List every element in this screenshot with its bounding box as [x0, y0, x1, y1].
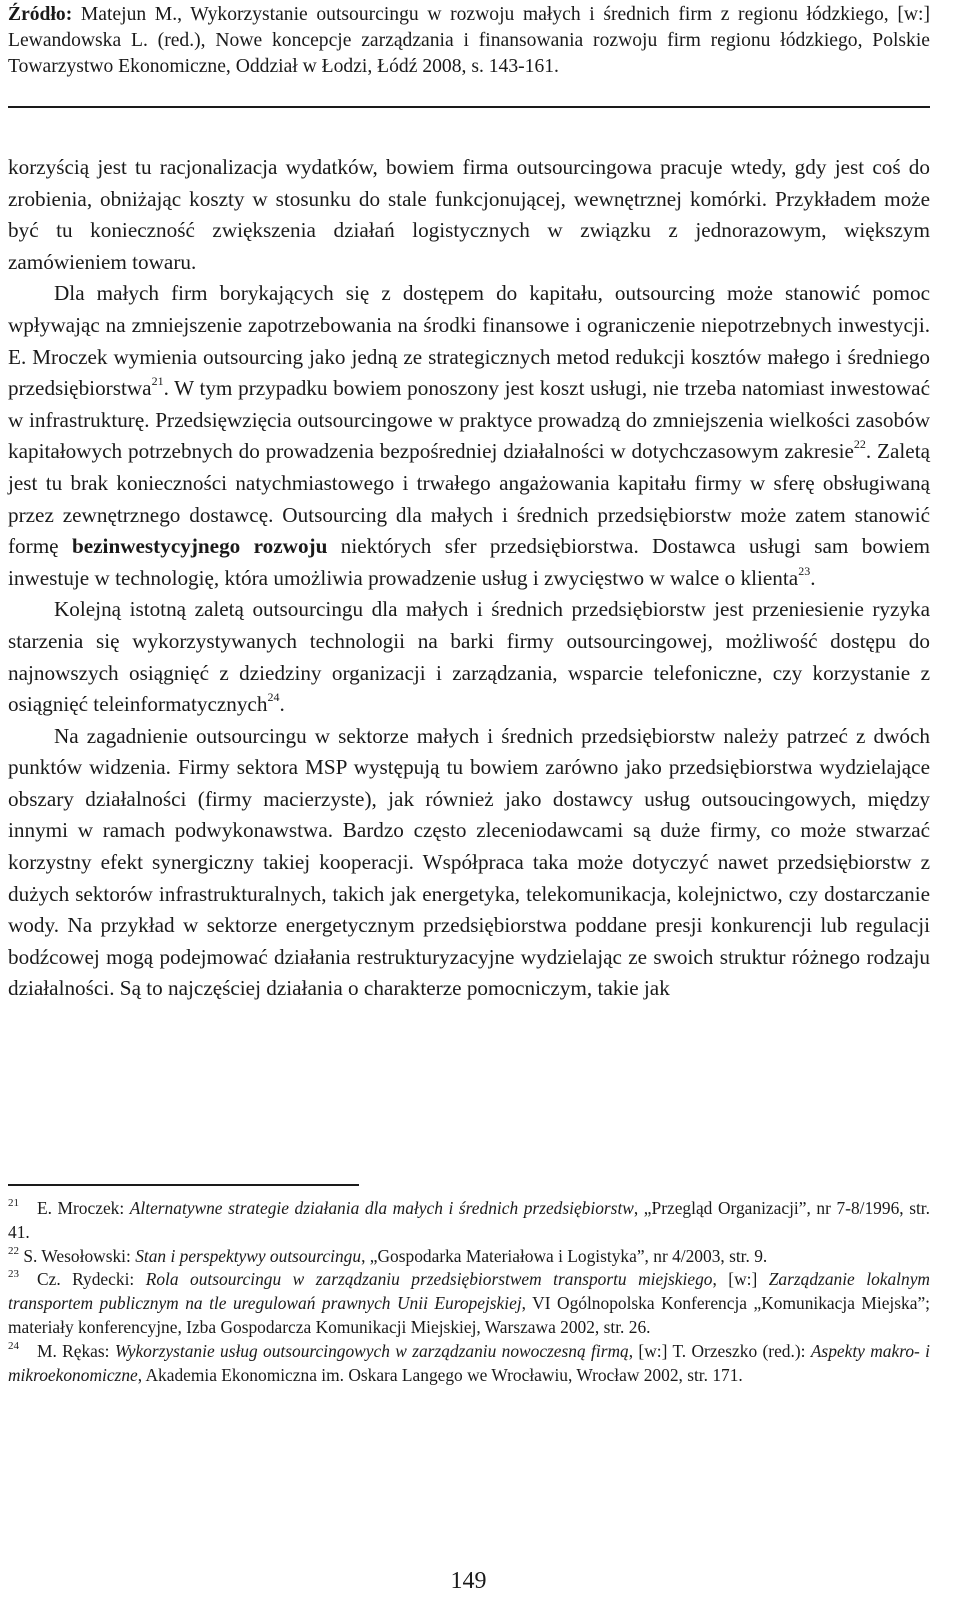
- source-label: Źródło:: [8, 4, 73, 25]
- footnote-21: [8, 1197, 930, 1245]
- footnotes: [8, 1197, 930, 1387]
- paragraph-2-text-d: niektórych sfer przedsiębiorstwa. Dostawca usługi sam bowiem inwestuje w technologię, która umożliwia prowadzenie usług i zwycięstwo w walce o klienta: [8, 534, 930, 590]
- footnote-author: M. Rękas:: [37, 1340, 115, 1361]
- footnote-22: [8, 1245, 930, 1269]
- footnote-number: 21: [8, 1197, 19, 1209]
- header-divider: [8, 106, 930, 108]
- paragraph-2-text-c: . Zaletą jest tu brak konieczności natychmiastowego i trwałego angażowania kapitału firmy w sferę obsługiwaną przez zewnętrznego dostawcę. Outsourcing dla małych i średnich przedsiębiorstw może zatem stanowić formę: [8, 439, 930, 559]
- footnote-ref-23: 23: [798, 563, 811, 578]
- footnote-title: Wykorzystanie usług outsourcingowych w zarządzaniu nowoczesną firmą: [114, 1340, 629, 1361]
- paragraph-3-text-a: Kolejną istotną zaletą outsourcingu dla małych i średnich przedsiębiorstw jest przeniesienie ryzyka starzenia się wykorzystywanych technologii na barki firmy outsourcingowej, możliwość dostępu do najnowszych osiągnięć z dziedziny organizacji i zarządzania, wsparcie telefoniczne, czy korzystanie z osiągnięć teleinformatycznych: [8, 597, 930, 717]
- footnote-details: , VI Ogólnopolska Konferencja „Komunikacja Miejska”; materiały konferencyjne, Izba Gospodarcza Komunikacji Miejskiej, Warszawa 2002, str. 26.: [8, 1293, 930, 1337]
- source-text: Matejun M., Wykorzystanie outsourcingu w rozwoju małych i średnich firm z regionu łódzkiego, [w:] Lewandowska L. (red.), Nowe koncepcje zarządzania i finansowania rozwoju firm regionu łódzkiego, Polskie Towarzystwo Ekonomiczne, Oddział w Łodzi, Łódź 2008, s. 143-161.: [8, 4, 930, 77]
- footnote-title: Rola outsourcingu w zarządzaniu przedsiębiorstwem transportu miejskiego: [145, 1269, 713, 1290]
- main-text: [8, 152, 930, 1005]
- footnote-ref-21: 21: [151, 374, 164, 389]
- footnote-details: , Akademia Ekonomiczna im. Oskara Langego we Wrocławiu, Wrocław 2002, str. 171.: [137, 1364, 743, 1385]
- footnote-ref-24: 24: [267, 690, 280, 705]
- footnote-details: , „Przegląd Organizacji”, nr 7-8/1996, str. 41.: [8, 1198, 930, 1242]
- footnote-author: S. Wesołowski:: [23, 1245, 136, 1266]
- paragraph-2-text-e: .: [810, 565, 816, 590]
- bold-phrase: bezinwestycyjnego rozwoju: [71, 534, 328, 559]
- footnote-title: Stan i perspektywy outsourcingu: [135, 1245, 362, 1266]
- source-citation: [8, 2, 930, 80]
- footnote-number: 24: [8, 1339, 19, 1352]
- footnote-divider: [8, 1184, 359, 1186]
- paragraph-4: Na zagadnienie outsourcingu w sektorze małych i średnich przedsiębiorstw należy patrzeć z dwóch punktów widzenia. Firmy sektora MSP występują tu bowiem zarówno jako przedsiębiorstwa wydzielające obszary działalności (firmy macierzyste), jak również jako dostawcy usług outsoucingowych, między innymi w ramach podwykonawstwa. Bardzo często zleceniodawcami są duże firmy, co może stwarzać korzystny efekt synergiczny takiej kooperacji. Współpraca taka może dotyczyć nawet przedsiębiorstw z dużych sektorów infrastrukturalnych, takich jak energetyka, telekomunikacja, kolejnictwo, czy dostarczanie wody. Na przykład w sektorze energetycznym przedsiębiorstwa poddane presji konkurencji lub regulacji bodźcowej mogą podejmować działania restrukturyzacyjne wydzielając ze swoich struktur różnego rodzaju działalności. Są to najczęściej działania o charakterze pomocniczym, takie jak: [8, 723, 930, 1001]
- footnote-23: [8, 1268, 930, 1339]
- footnote-ref-22: 22: [853, 437, 866, 452]
- footnote-collection-title: Aspekty makro- i mikroekonomiczne: [8, 1340, 930, 1385]
- footnote-connector: , [w:] T. Orzeszko (red.):: [628, 1340, 811, 1361]
- paragraph-1: korzyścią jest tu racjonalizacja wydatków, bowiem firma outsourcingowa pracuje wtedy, gdy jest coś do zrobienia, obniżając koszty w stosunku do stale funkcjonującej, wewnętrznej komórki. Przykładem może być tu konieczność zwiększenia działań logistycznych w związku z jednorazowym, większym zamówieniem towaru.: [8, 155, 930, 274]
- footnote-author: E. Mroczek:: [37, 1198, 130, 1218]
- paragraph-2-text-a: Dla małych firm borykających się z dostępem do kapitału, outsourcing może stanowić pomoc wpływając na zmniejszenie zapotrzebowania na środki finansowe i ograniczenie niepotrzebnych inwestycji. E. Mroczek wymienia outsourcing jako jedną ze strategicznych metod redukcji kosztów małego i średniego przedsiębiorstwa: [8, 281, 930, 401]
- footnote-number: 22: [8, 1244, 19, 1257]
- footnote-details: , „Gospodarka Materiałowa i Logistyka”, nr 4/2003, str. 9.: [361, 1245, 768, 1266]
- footnote-24: [8, 1340, 930, 1388]
- paragraph-3-text-b: .: [279, 692, 285, 717]
- footnote-title: Alternatywne strategie działania dla małych i średnich przedsiębiorstw: [129, 1198, 634, 1218]
- footnote-connector: , [w:]: [712, 1269, 769, 1290]
- paragraph-2-text-b: . W tym przypadku bowiem ponoszony jest koszt usługi, nie trzeba natomiast inwestować w infrastrukturę. Przedsięwzięcia outsourcingowe w praktyce prowadzą do zmniejszenia wielkości zasobów kapitałowych potrzebnych do prowadzenia bezpośredniej działalności w dotychczasowym zakresie: [8, 376, 930, 464]
- paragraph-2: [8, 278, 930, 594]
- footnote-collection-title: Zarządzanie lokalnym transportem publicznym na tle uregulowań prawnych Unii Europejskiej: [8, 1269, 930, 1314]
- footnote-author: Cz. Rydecki:: [37, 1269, 146, 1290]
- paragraph-3: [8, 594, 930, 720]
- footnote-number: 23: [8, 1268, 19, 1281]
- page-number: 149: [450, 1568, 487, 1594]
